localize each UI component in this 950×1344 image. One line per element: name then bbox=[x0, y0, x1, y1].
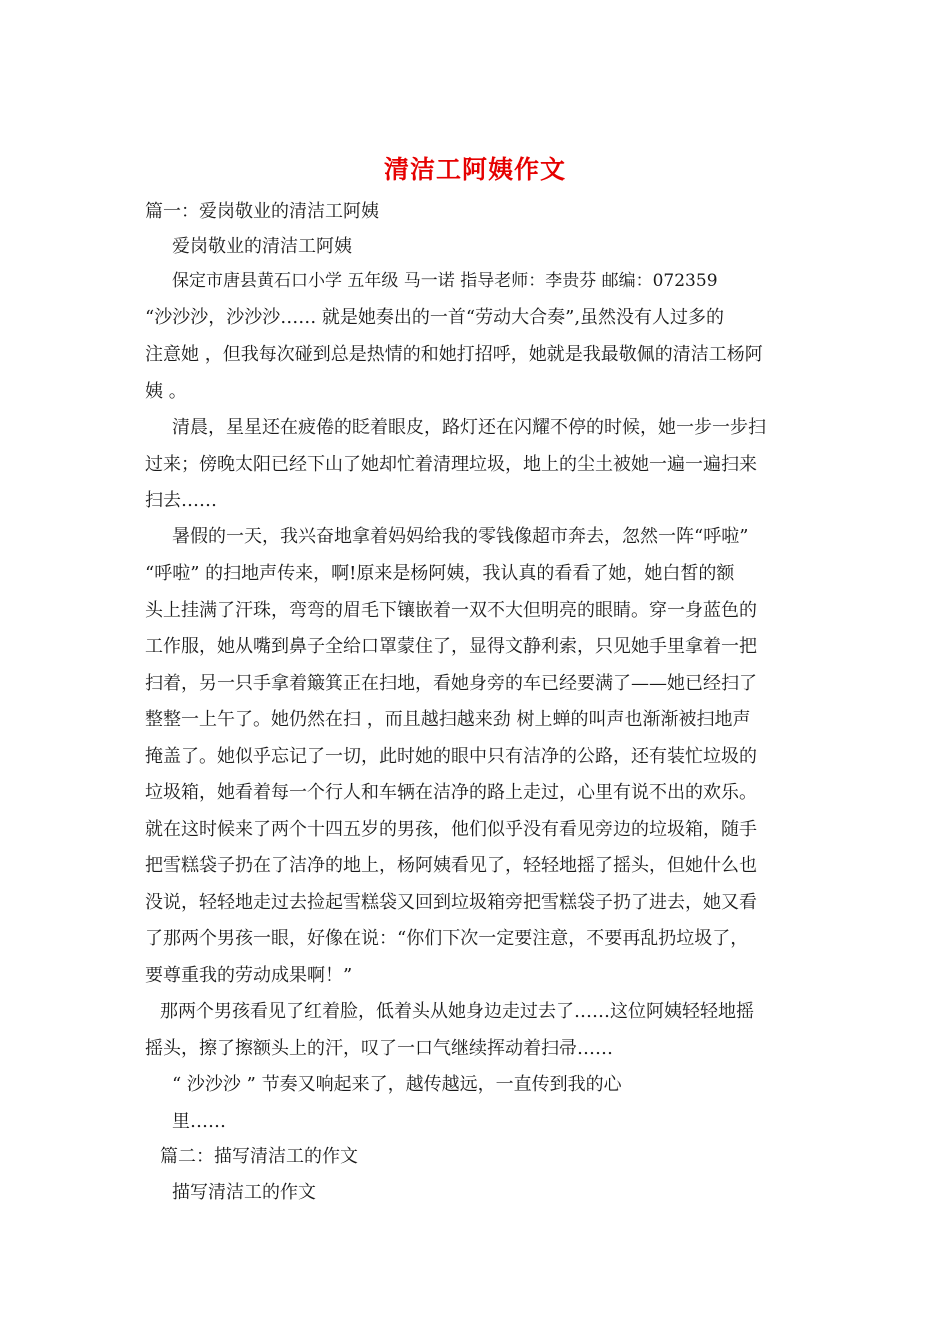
paragraph-line: 工作服，她从嘴到鼻子全给口罩蒙住了，显得文静利索，只见她手里拿着一把 bbox=[145, 636, 757, 657]
paragraph-line: 摇头，擦了擦额头上的汗，叹了一口气继续挥动着扫帚…… bbox=[145, 1038, 613, 1059]
paragraph-line: 没说，轻轻地走过去捡起雪糕袋又回到垃圾箱旁把雪糕袋子扔了进去，她又看 bbox=[145, 892, 757, 913]
paragraph-line: 就在这时候来了两个十四五岁的男孩，他们似乎没有看见旁边的垃圾箱，随手 bbox=[145, 819, 757, 840]
paragraph-line: 扫着，另一只手拿着簸箕正在扫地，看她身旁的车已经要满了——她已经扫了 bbox=[145, 673, 757, 694]
article-title: 爱岗敬业的清洁工阿姨 bbox=[172, 236, 352, 257]
paragraph-line: 垃圾箱，她看着每一个行人和车辆在洁净的路上走过，心里有说不出的欢乐。 bbox=[145, 782, 757, 803]
paragraph-line: 过来；傍晚太阳已经下山了她却忙着清理垃圾，地上的尘土被她一遍一遍扫来 bbox=[145, 454, 757, 475]
paragraph-line: “ 沙沙沙 ” 节奏又响起来了，越传越远，一直传到我的心 bbox=[172, 1074, 622, 1095]
paragraph-line: 头上挂满了汗珠，弯弯的眉毛下镶嵌着一双不大但明亮的眼睛。穿一身蓝色的 bbox=[145, 600, 757, 621]
paragraph-line: “沙沙沙，沙沙沙…… 就是她奏出的一首“劳动大合奏”,虽然没有人过多的 bbox=[145, 307, 725, 328]
paragraph-line: 了那两个男孩一眼，好像在说：“你们下次一定要注意，不要再乱扔垃圾了， bbox=[145, 928, 749, 949]
paragraph-line: 姨 。 bbox=[145, 381, 187, 402]
paragraph-line: “呼啦” 的扫地声传来，啊!原来是杨阿姨，我认真的看看了她，她白皙的额 bbox=[145, 563, 735, 584]
paragraph-line: 清晨，星星还在疲倦的眨着眼皮，路灯还在闪耀不停的时候，她一步一步扫 bbox=[172, 417, 766, 438]
document-title: 清洁工阿姨作文 bbox=[383, 155, 566, 184]
paragraph-line: 扫去…… bbox=[145, 490, 217, 511]
paragraph-line: 把雪糕袋子扔在了洁净的地上，杨阿姨看见了，轻轻地摇了摇头，但她什么也 bbox=[145, 855, 757, 876]
section-one-heading: 篇一：爱岗敬业的清洁工阿姨 bbox=[145, 201, 379, 222]
section-two-title: 描写清洁工的作文 bbox=[172, 1182, 316, 1203]
paragraph-line: 整整一上午了。她仍然在扫 ，而且越扫越来劲 树上蝉的叫声也渐渐被扫地声 bbox=[145, 709, 751, 730]
paragraph-line: 要尊重我的劳动成果啊！” bbox=[145, 965, 353, 986]
paragraph-line: 那两个男孩看见了红着脸，低着头从她身边走过去了……这位阿姨轻轻地摇 bbox=[160, 1001, 754, 1022]
author-info: 保定市唐县黄石口小学 五年级 马一诺 指导老师：李贵芬 邮编：072359 bbox=[172, 271, 718, 291]
paragraph-line: 里…… bbox=[172, 1111, 226, 1132]
paragraph-line: 暑假的一天，我兴奋地拿着妈妈给我的零钱像超市奔去，忽然一阵“呼啦” bbox=[172, 526, 749, 547]
section-two-heading: 篇二：描写清洁工的作文 bbox=[160, 1146, 358, 1167]
paragraph-line: 注意她 ，但我每次碰到总是热情的和她打招呼，她就是我最敬佩的清洁工杨阿 bbox=[145, 344, 763, 365]
paragraph-line: 掩盖了。她似乎忘记了一切，此时她的眼中只有洁净的公路，还有装忙垃圾的 bbox=[145, 746, 757, 767]
